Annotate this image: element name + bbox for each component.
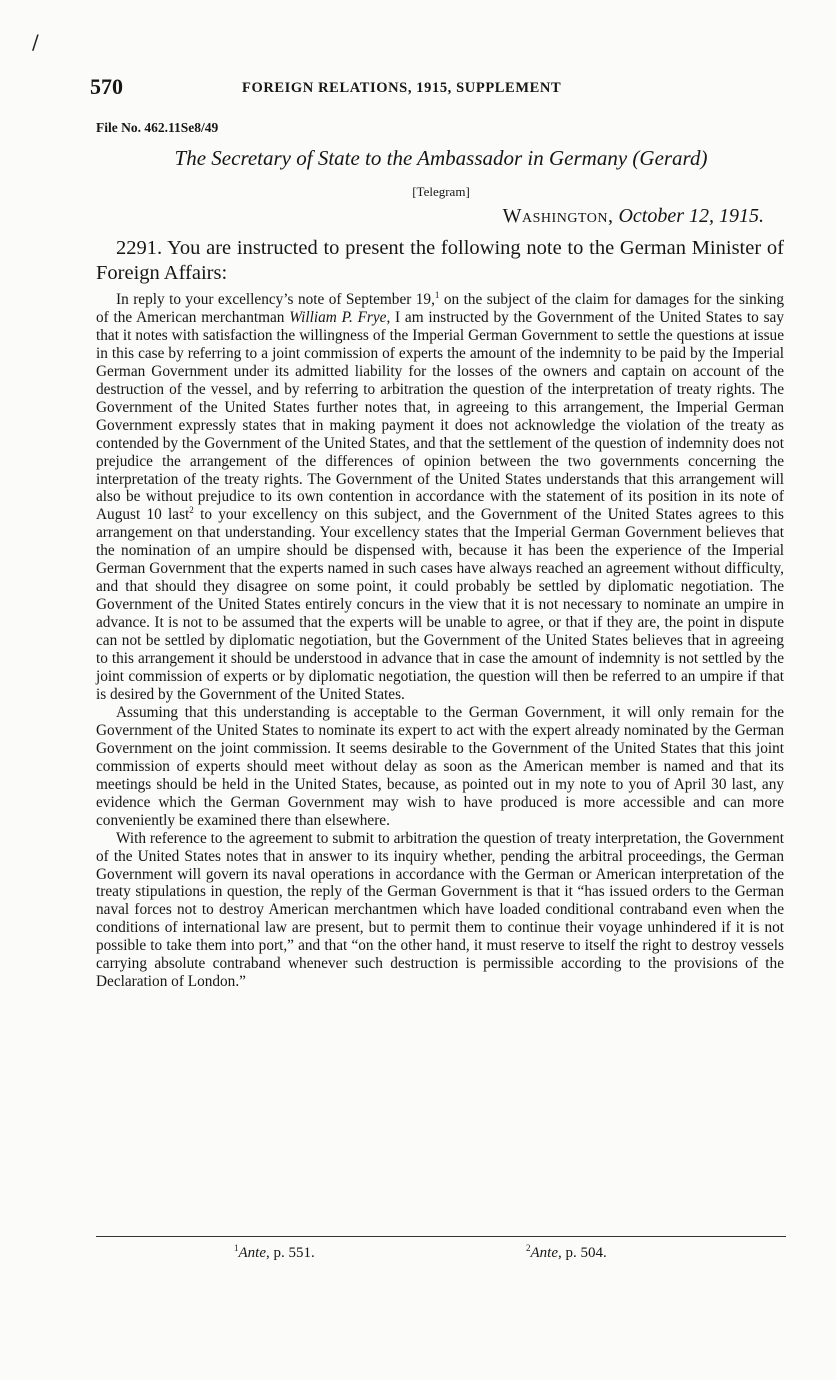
journal-title: FOREIGN RELATIONS, 1915, SUPPLEMENT [242,80,562,96]
p1-text-a: In reply to your excellency’s note of September 19, [116,291,435,308]
dateline-place: Washington, [502,205,614,227]
p1-text-d: to your excellency on this subject, and the Government of the United States agrees to this arrangement on that understanding. Your excellency states that the Imperial German Government believes that the nomination of an umpire should be dispensed with, because it has been the experience of the Imperial German Government that the experts named in such cases have always reached an agreement without difficulty, and that should they disagree on some point, it could probably be settled by diplomatic negotiation. The Government of the United States entirely concurs in the view that it is not necessary to nominate an umpire in advance. It is not to be assumed that the experts will be unable to agree, or that if they are, the point in dispute can not be settled by diplomatic negotiation, but the Government of the United States believes that in agreeing to this arrangement it should be understood in advance that in case the amount of indemnity is not settled by the joint commission of experts or by diplomatic negotiation, the question will then be referred to an umpire if that is desired by the Government of the United States. [96,506,784,703]
footnote-1 [234,1243,315,1262]
note-body [96,291,784,991]
stray-pencil-mark: / [32,30,39,54]
p1-text-c: , I am instructed by the Government of the United States to say that it notes with satisfaction the willingness of the Imperial German Government to settle the questions at issue in this case by referring to a joint commission of experts the amount of the indemnity to be paid by the Imperial German Government under its admitted liability for the losses of the owners and captain on account of the destruction of the vessel, and by referring to arbitration the question of the interpretation of treaty rights. The Government of the United States further notes that, in agreeing to this arrangement, the Imperial German Government expressly states that in making payment it does not acknowledge the violation of the treaty as contended by the Government of the United States, and that the settlement of the question of indemnity does not prejudice the arrangement of the differences of opinion between the two governments concerning the interpretation of the treaty rights. The Government of the United States understands that this arrangement will also be without prejudice to its own contention in accordance with the statement of its position in its note of August 10 last [96,308,784,524]
running-head [90,74,786,104]
p1-text-b: on the subject of the claim for damages for the sinking of the American merchantman [96,291,784,326]
instruction-text: 2291. You are instructed to present the following note to the German Minister of Foreign Affairs: [96,237,784,284]
note-paragraph-1 [96,291,784,704]
footnote-2 [526,1243,607,1262]
note-paragraph-2: Assuming that this understanding is acceptable to the German Government, it will only remain for the Government of the United States to nominate its expert to act with the expert already nominated by the German Government on the joint commission. It seems desirable to the Government of the United States that this joint commission of experts should meet without delay as soon as the American member is named and that its meetings should be held in the United States, because, as pointed out in my note to you of April 30 last, any evidence which the German Government may wish to have produced is more accessible and can more conveniently be examined there than elsewhere. [96,703,784,829]
footnote-1-page: , p. 551. [266,1245,315,1261]
document-title: The Secretary of State to the Ambassador in Germany (Gerard) [174,146,708,170]
dateline-date: October 12, 1915. [618,205,764,227]
note-paragraph-3: With reference to the agreement to submit to arbitration the question of treaty interpretation, the Government of the United States notes that in answer to its inquiry whether, pending the arbitral proceedings, the German Government will govern its naval operations in accordance with the German or American interpretation of the treaty stipulations in question, the reply of the German Government is that it “has issued orders to the German naval forces not to destroy American merchantmen which have loaded conditional contraband even when the conditions of international law are present, but to permit them to continue their voyage unhindered if it is not possible to take them into port,” and that “on the other hand, it must reserve to itself the right to destroy vessels carrying absolute contraband whenever such destruction is permissible according to the provisions of the Declaration of London.” [96,829,784,991]
footnote-2-page: , p. 504. [558,1245,607,1261]
telegram-label: [Telegram] [412,184,470,199]
file-number: File No. 462.11Se8/49 [96,120,219,135]
footnote-ref-2: 2 [189,505,194,516]
dateline [503,205,764,228]
footnote-1-source: Ante [238,1245,266,1261]
footnote-divider [96,1236,786,1237]
page-number: 570 [90,74,123,99]
instruction-paragraph [96,236,784,286]
footnote-2-mark: 2 [526,1243,531,1253]
ship-name: William P. Frye [289,308,387,326]
document-page [90,0,786,1380]
footnote-2-source: Ante [530,1245,558,1261]
footnote-ref-1: 1 [434,289,440,300]
footnote-1-mark: 1 [234,1243,239,1253]
